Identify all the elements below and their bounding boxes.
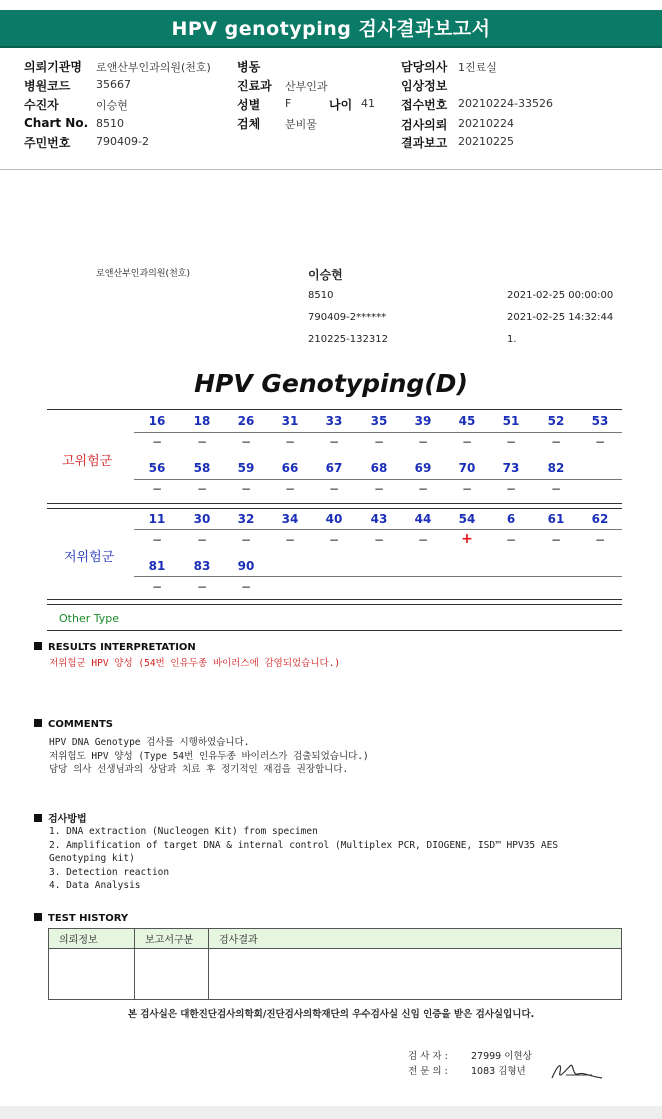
request-value: 20210224	[458, 117, 514, 130]
comment-line: HPV DNA Genotype 검사를 시행하였습니다.	[49, 737, 250, 748]
method-line: Genotyping kit)	[49, 853, 135, 864]
hpv-type-67: 67	[325, 461, 343, 475]
hpv-result-16: −	[151, 435, 163, 449]
hpv-result-11: −	[151, 533, 163, 547]
header-hospital: 로앤산부인과의원(천호)	[96, 269, 190, 279]
footer-bar	[0, 1106, 662, 1119]
method-line: 3. Detection reaction	[49, 866, 170, 878]
report-title: HPV genotyping 검사결과보고서	[0, 10, 662, 48]
hpv-type-73: 73	[502, 461, 520, 475]
divider	[47, 508, 622, 509]
institution-label: 의뢰기관명	[24, 60, 82, 74]
hpv-result-44: −	[417, 533, 429, 547]
hpv-type-32: 32	[237, 512, 255, 526]
history-heading-text: TEST HISTORY	[48, 913, 129, 924]
hpv-type-62: 62	[591, 512, 609, 526]
hpv-type-31: 31	[281, 414, 299, 428]
hpv-type-44: 44	[414, 512, 432, 526]
report-date-label: 결과보고	[401, 136, 448, 150]
low-risk-label: 저위험군	[64, 550, 115, 565]
hpv-type-61: 61	[547, 512, 565, 526]
hpv-result-82: −	[550, 482, 562, 496]
hpv-result-73: −	[505, 482, 517, 496]
hpv-type-58: 58	[193, 461, 211, 475]
history-col-type: 보고서구분	[135, 929, 209, 949]
hpv-result-70: −	[461, 482, 473, 496]
hpv-result-33: −	[328, 435, 340, 449]
header-date1: 2021-02-25 00:00:00	[507, 290, 614, 301]
tester-value: 27999 이현상	[471, 1051, 532, 1062]
history-cell	[135, 949, 209, 1000]
hpv-type-83: 83	[193, 559, 211, 573]
square-bullet-icon	[34, 913, 42, 921]
hpv-type-70: 70	[458, 461, 476, 475]
age-value: 41	[361, 97, 375, 110]
header-barcode: 210225-132312	[308, 334, 388, 345]
hpv-type-82: 82	[547, 461, 565, 475]
specimen-value: 분비물	[285, 118, 317, 131]
age-label: 나이	[329, 98, 353, 112]
hpv-result-68: −	[373, 482, 385, 496]
clinical-label: 임상정보	[401, 79, 448, 93]
hpv-result-40: −	[328, 533, 340, 547]
comment-line: 담당 의사 선생님과의 상담과 치료 후 정기적인 재검을 권장합니다.	[49, 764, 349, 775]
hpv-result-81: −	[151, 580, 163, 594]
divider	[47, 409, 622, 410]
comments-heading	[34, 719, 113, 730]
hpv-result-30: −	[196, 533, 208, 547]
hpv-result-52: −	[550, 435, 562, 449]
comment-line: 저위험도 HPV 양성 (Type 54번 인유두종 바이러스가 검출되었습니다.)	[49, 750, 369, 762]
hpv-type-56: 56	[148, 461, 166, 475]
comments-body	[49, 736, 369, 777]
certification-text: 본 검사실은 대한진단검사의학회/진단검사의학재단의 우수검사실 신임 인증을 받은 검사실입니다.	[127, 1009, 535, 1020]
receipt-label: 접수번호	[401, 98, 448, 112]
institution-value: 로앤산부인과의원(천호)	[96, 61, 211, 74]
history-cell	[209, 949, 622, 1000]
hpv-result-83: −	[196, 580, 208, 594]
hpv-result-31: −	[284, 435, 296, 449]
header-chart: 8510	[308, 290, 334, 301]
history-heading	[34, 913, 128, 924]
hpv-type-69: 69	[414, 461, 432, 475]
hpv-result-59: −	[240, 482, 252, 496]
hpv-type-59: 59	[237, 461, 255, 475]
method-heading-text: 검사방법	[48, 814, 87, 825]
method-body	[49, 825, 558, 893]
divider	[134, 576, 622, 577]
results-heading-text: RESULTS INTERPRETATION	[48, 642, 196, 653]
hpv-result-58: −	[196, 482, 208, 496]
other-type-label: Other Type	[59, 612, 119, 625]
report-body	[0, 172, 662, 1112]
genotyping-title: HPV Genotyping(D)	[194, 369, 468, 398]
divider	[47, 630, 622, 631]
hpv-result-53: −	[594, 435, 606, 449]
dept-value: 산부인과	[285, 80, 328, 93]
ward-label: 병동	[237, 60, 261, 74]
specialist-label: 전 문 의 :	[408, 1066, 448, 1077]
hpv-type-81: 81	[148, 559, 166, 573]
hpv-result-62: −	[594, 533, 606, 547]
history-table	[48, 928, 622, 1000]
hpv-result-51: −	[505, 435, 517, 449]
header-page: 1.	[507, 334, 517, 345]
sex-value: F	[285, 97, 292, 110]
hpv-result-56: −	[151, 482, 163, 496]
method-line: 1. DNA extraction (Nucleogen Kit) from specimen	[49, 826, 318, 837]
results-text: 저위험군 HPV 양성 (54번 인유두종 바이러스에 감염되었습니다.)	[49, 658, 341, 669]
hpv-result-26: −	[240, 435, 252, 449]
hpv-type-6: 6	[506, 512, 516, 526]
method-line: 4. Data Analysis	[49, 880, 141, 891]
hpv-result-35: −	[373, 435, 385, 449]
dept-label: 진료과	[237, 79, 272, 93]
high-risk-label: 고위험군	[62, 454, 113, 469]
doctor-label: 담당의사	[401, 60, 448, 74]
hpv-result-43: −	[373, 533, 385, 547]
history-cell	[49, 949, 135, 1000]
divider	[47, 503, 622, 504]
patient-info	[0, 54, 662, 170]
hpv-result-39: −	[417, 435, 429, 449]
hpv-type-90: 90	[237, 559, 255, 573]
header-date2: 2021-02-25 14:32:44	[507, 312, 614, 323]
hpv-type-18: 18	[193, 414, 211, 428]
divider	[47, 604, 622, 605]
report-date-value: 20210225	[458, 135, 514, 148]
patient-value: 이승현	[96, 99, 128, 112]
hpv-result-45: −	[461, 435, 473, 449]
square-bullet-icon	[34, 814, 42, 822]
hpv-type-26: 26	[237, 414, 255, 428]
specialist-value: 1083 김형년	[471, 1066, 526, 1077]
hpv-result-54: +	[461, 531, 473, 547]
sex-label: 성별	[237, 98, 261, 112]
history-col-result: 검사결과	[209, 929, 622, 949]
hpv-type-40: 40	[325, 512, 343, 526]
hpv-type-51: 51	[502, 414, 520, 428]
results-heading	[34, 642, 196, 653]
hpv-result-69: −	[417, 482, 429, 496]
hpv-type-16: 16	[148, 414, 166, 428]
hpv-type-68: 68	[370, 461, 388, 475]
hpv-type-53: 53	[591, 414, 609, 428]
signature-mark	[548, 1056, 604, 1084]
method-heading	[34, 810, 87, 825]
chart-label: Chart No.	[24, 116, 89, 130]
chart-value: 8510	[96, 117, 124, 130]
hpv-result-61: −	[550, 533, 562, 547]
hpv-result-34: −	[284, 533, 296, 547]
hpv-type-54: 54	[458, 512, 476, 526]
divider	[134, 529, 622, 530]
history-col-request: 의뢰정보	[49, 929, 135, 949]
hpv-type-43: 43	[370, 512, 388, 526]
specimen-label: 검체	[237, 117, 261, 131]
doctor-value: 1진료실	[458, 61, 497, 74]
divider	[134, 479, 622, 480]
hospcode-value: 35667	[96, 78, 131, 91]
hpv-result-18: −	[196, 435, 208, 449]
hpv-type-33: 33	[325, 414, 343, 428]
hpv-type-30: 30	[193, 512, 211, 526]
id-label: 주민번호	[24, 136, 71, 150]
comments-heading-text: COMMENTS	[48, 719, 113, 730]
divider	[134, 432, 622, 433]
hpv-type-11: 11	[148, 512, 166, 526]
hpv-type-66: 66	[281, 461, 299, 475]
square-bullet-icon	[34, 719, 42, 727]
hpv-type-52: 52	[547, 414, 565, 428]
divider	[47, 599, 622, 600]
hpv-result-90: −	[240, 580, 252, 594]
hpv-type-45: 45	[458, 414, 476, 428]
header-patient-name: 이승현	[308, 268, 343, 282]
request-label: 검사의뢰	[401, 118, 448, 132]
hpv-result-66: −	[284, 482, 296, 496]
receipt-value: 20210224-33526	[458, 97, 553, 110]
hpv-result-6: −	[505, 533, 517, 547]
hpv-type-39: 39	[414, 414, 432, 428]
tester-label: 검 사 자 :	[408, 1051, 448, 1062]
hpv-type-35: 35	[370, 414, 388, 428]
hpv-type-34: 34	[281, 512, 299, 526]
header-id: 790409-2******	[308, 312, 387, 323]
hpv-result-67: −	[328, 482, 340, 496]
id-value: 790409-2	[96, 135, 149, 148]
patient-label: 수진자	[24, 98, 59, 112]
hpv-result-32: −	[240, 533, 252, 547]
hospcode-label: 병원코드	[24, 79, 71, 93]
method-line: 2. Amplification of target DNA & internal control (Multiplex PCR, DIOGENE, ISD™ HPV35 AES	[49, 839, 559, 851]
square-bullet-icon	[34, 642, 42, 650]
